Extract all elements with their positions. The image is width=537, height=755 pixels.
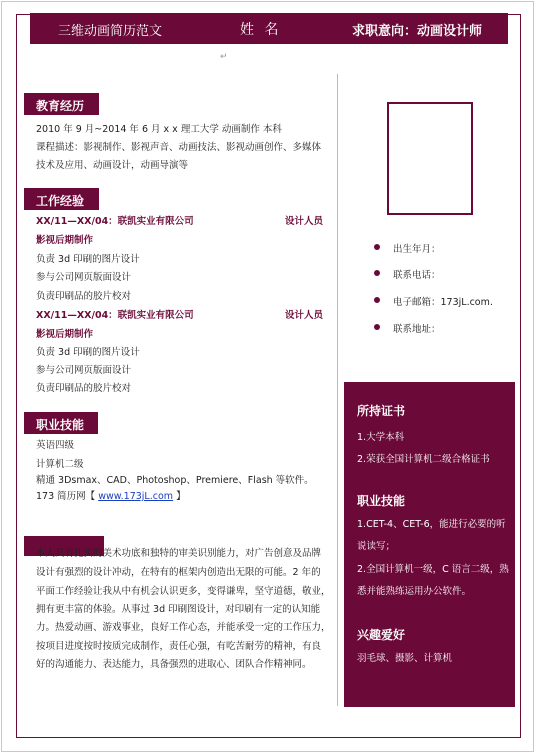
job-1-duty-2: 参与公司网页版面设计 xyxy=(36,272,132,283)
contact-address: 联系地址： xyxy=(393,324,441,335)
job-2-department: 影视后期制作 xyxy=(36,329,94,340)
job-2-role: 设计人员 xyxy=(285,310,324,321)
side-cert-title: 所持证书 xyxy=(357,404,406,418)
job-1-role: 设计人员 xyxy=(285,216,324,227)
evaluation-line-1: 本人具有扎实的美术功底和独特的审美识别能力，对广告创意及品牌 xyxy=(36,548,322,559)
evaluation-line-6: 按项目进度按时按质完成制作，责任心强，有吃苦耐劳的精神，有良 xyxy=(36,641,322,652)
column-divider xyxy=(337,74,338,706)
skill-line-2: 计算机二级 xyxy=(36,459,84,470)
side-skill-1a: 1.CET-4、CET-6，能进行必要的听 xyxy=(357,519,506,530)
job-2-duty-1: 负责 3d 印刷的图片设计 xyxy=(36,347,140,358)
side-panel xyxy=(344,382,515,707)
skill-link-suffix: 】 xyxy=(176,491,186,502)
bullet-icon xyxy=(374,270,380,276)
evaluation-line-7: 好的沟通能力、表达能力，具备强烈的进取心、团队合作精神同。 xyxy=(36,659,312,670)
evaluation-line-2: 设计有强烈的设计冲动，在特有的框架内创造出无限的可能。2 年的 xyxy=(36,567,321,578)
job-1-heading: XX/11—XX/04：联凯实业有限公司 xyxy=(36,216,194,227)
section-work-title: 工作经验 xyxy=(24,188,99,210)
job-2-heading: XX/11—XX/04：联凯实业有限公司 xyxy=(36,310,194,321)
skill-link-prefix: 173 简历网【 xyxy=(36,491,96,502)
header-name: 姓 名 xyxy=(240,22,282,38)
bullet-icon xyxy=(374,244,380,250)
side-cert-1: 1.大学本科 xyxy=(357,432,405,443)
skill-line-3: 精通 3Dsmax、CAD、Photoshop、Premiere、Flash 等软件。 xyxy=(36,475,314,486)
side-skill-2b: 悉并能熟练运用办公软件。 xyxy=(357,586,472,597)
job-1-duty-1: 负责 3d 印刷的图片设计 xyxy=(36,254,140,265)
contact-birth: 出生年月： xyxy=(393,244,441,255)
education-line-1: 2010 年 9 月~2014 年 6 月 x x 理工大学 动画制作 本科 xyxy=(36,124,282,135)
job-1-department: 影视后期制作 xyxy=(36,235,94,246)
contact-phone: 联系电话： xyxy=(393,270,441,281)
evaluation-line-5: 力。热爱动画、游戏事业，良好工作心态，并能承受一定的工作压力， xyxy=(36,622,331,633)
section-education-title: 教育经历 xyxy=(24,93,99,115)
evaluation-line-3: 平面工作经验让我从中有机会认识更多，变得谦卑，坚守道德，敬业， xyxy=(36,586,331,597)
photo-frame xyxy=(387,102,473,215)
side-skill-1b: 说读写； xyxy=(357,541,396,552)
evaluation-line-4: 拥有更丰富的体验。从事过 3d 印刷图设计，对印刷有一定的认知能 xyxy=(36,604,321,615)
bullet-icon xyxy=(374,324,380,330)
side-hobby-title: 兴趣爱好 xyxy=(357,628,406,642)
side-skill-2a: 2.全国计算机一级，C 语言二级，熟 xyxy=(357,564,509,575)
skill-line-1: 英语四级 xyxy=(36,440,75,451)
job-1-duty-3: 负责印刷品的胶片校对 xyxy=(36,291,132,302)
bullet-icon xyxy=(374,297,380,303)
side-hobby-text: 羽毛球、摄影、计算机 xyxy=(357,653,453,664)
section-skills-title: 职业技能 xyxy=(24,412,98,434)
header-template-title: 三维动画简历范文 xyxy=(58,24,163,39)
education-line-3: 技术及应用、动画设计，动画导演等 xyxy=(36,160,189,171)
side-skill-title: 职业技能 xyxy=(357,494,406,508)
side-cert-2: 2.荣获全国计算机二级合格证书 xyxy=(357,454,490,465)
job-2-duty-3: 负责印刷品的胶片校对 xyxy=(36,383,132,394)
skill-line-4 xyxy=(36,488,186,502)
resume-site-link[interactable]: www.173jL.com xyxy=(98,491,174,502)
contact-email: 电子邮箱：173jL.com. xyxy=(393,297,493,308)
header-bar xyxy=(30,13,508,44)
education-line-2: 课程描述：影视制作、影视声音、动画技法、影视动画创作、多媒体 xyxy=(36,142,322,153)
header-job-intent: 求职意向：动画设计师 xyxy=(352,24,483,39)
paragraph-mark-icon: ↵ xyxy=(220,52,228,62)
job-2-duty-2: 参与公司网页版面设计 xyxy=(36,365,132,376)
